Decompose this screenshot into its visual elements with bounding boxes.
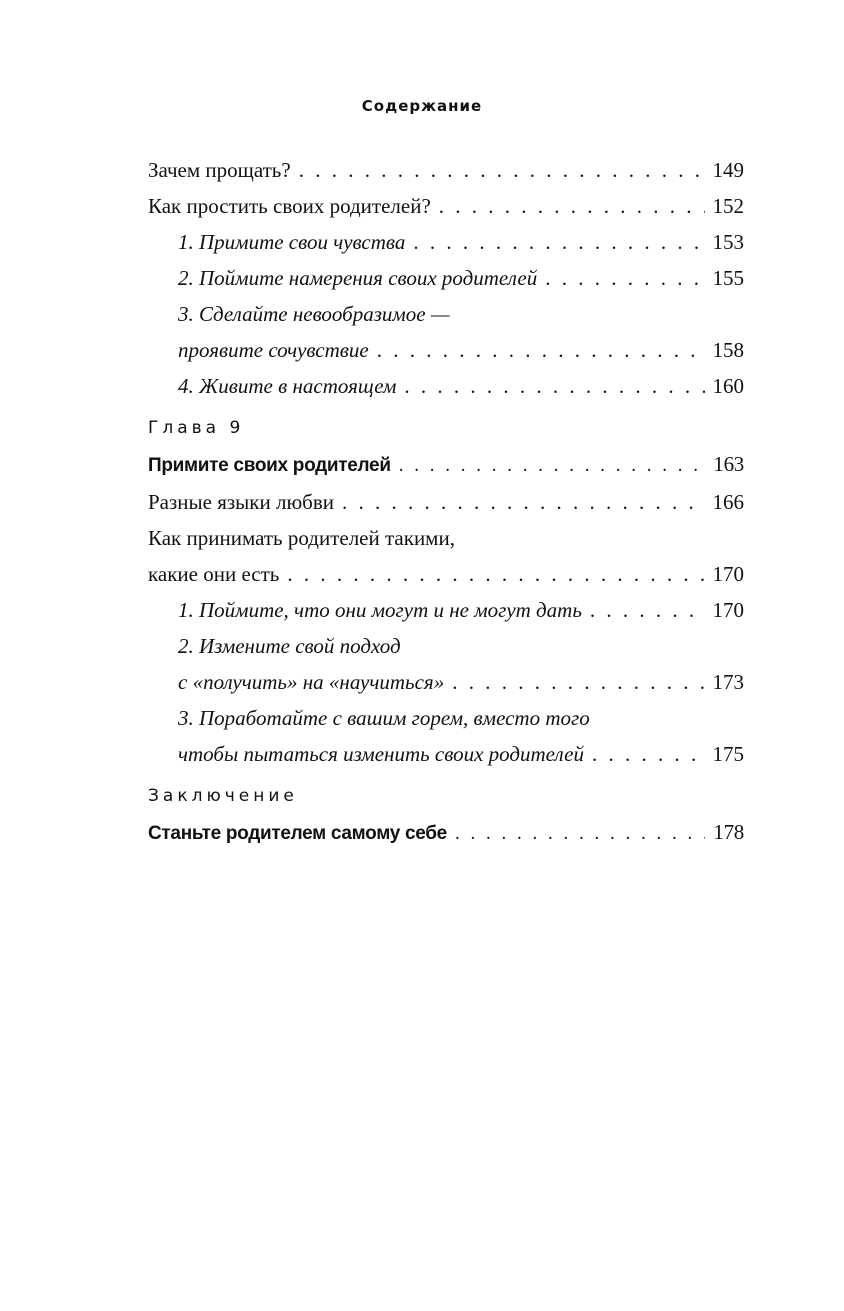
toc-page-number: 170 <box>712 562 744 586</box>
toc-entry-title: Станьте родителем самому себе <box>148 823 447 844</box>
toc-entry-title-line1: 3. Поработайте с вашим горем, вместо того <box>178 706 590 730</box>
toc-page-number: 163 <box>713 452 744 476</box>
toc-subentry[interactable] <box>178 260 744 296</box>
toc-entry-title: какие они есть <box>148 562 280 586</box>
page-title: Содержание <box>361 97 483 115</box>
toc-page-number: 178 <box>713 820 744 844</box>
toc-entry-title: 4. Живите в настоящем <box>178 374 397 398</box>
dot-leader <box>377 332 705 368</box>
toc-page-number: 170 <box>712 598 744 622</box>
toc-entry-title-line1: Как принимать родителей такими, <box>148 526 455 550</box>
toc-entry-title: 2. Поймите намерения своих родителей <box>178 266 538 290</box>
dot-leader <box>342 484 705 520</box>
toc-chapter-title[interactable] <box>148 814 744 852</box>
toc-entry-title-line1: 3. Сделайте невообразимое — <box>178 302 450 326</box>
toc-page-number: 149 <box>712 158 744 182</box>
dot-leader <box>399 448 706 484</box>
toc-entry-title: проявите сочувствие <box>178 338 369 362</box>
table-of-contents <box>148 152 744 852</box>
toc-subentry[interactable] <box>178 700 744 772</box>
toc-subentry[interactable] <box>178 368 744 404</box>
toc-entry-title: Как простить своих родителей? <box>148 194 431 218</box>
dot-leader <box>413 224 704 260</box>
dot-leader <box>452 664 704 700</box>
dot-leader <box>299 152 705 188</box>
toc-entry[interactable] <box>148 188 744 224</box>
toc-chapter-title[interactable] <box>148 446 744 484</box>
toc-subentry[interactable] <box>178 296 744 368</box>
dot-leader <box>590 592 705 628</box>
dot-leader <box>545 260 704 296</box>
toc-page-number: 175 <box>712 742 744 766</box>
toc-entry-title: чтобы пытаться изменить своих родителей <box>178 742 584 766</box>
toc-entry[interactable] <box>148 484 744 520</box>
dot-leader <box>439 188 705 224</box>
toc-entry-title: с «получить» на «научиться» <box>178 670 445 694</box>
toc-page-number: 158 <box>712 338 744 362</box>
toc-subentry[interactable] <box>178 628 744 700</box>
conclusion-label: Заключение <box>148 786 298 806</box>
dot-leader <box>287 556 704 592</box>
dot-leader <box>404 368 704 404</box>
dot-leader <box>455 816 705 852</box>
toc-page-number: 173 <box>712 670 744 694</box>
toc-entry[interactable] <box>148 520 744 592</box>
toc-entry-title: 1. Поймите, что они могут и не могут дать <box>178 598 582 622</box>
toc-page-number: 155 <box>712 266 744 290</box>
toc-page-number: 160 <box>712 374 744 398</box>
toc-subentry[interactable] <box>178 224 744 260</box>
toc-entry-title: Разные языки любви <box>148 490 334 514</box>
toc-entry-title: 1. Примите свои чувства <box>178 230 406 254</box>
toc-page-number: 152 <box>712 194 744 218</box>
toc-page-number: 153 <box>712 230 744 254</box>
toc-entry-title: Зачем прощать? <box>148 158 291 182</box>
dot-leader <box>592 736 705 772</box>
chapter-label: Глава 9 <box>148 418 245 438</box>
toc-page-number: 166 <box>712 490 744 514</box>
toc-entry-title: Примите своих родителей <box>148 455 391 476</box>
toc-entry[interactable] <box>148 152 744 188</box>
toc-entry-title-line1: 2. Измените свой подход <box>178 634 401 658</box>
toc-subentry[interactable] <box>178 592 744 628</box>
